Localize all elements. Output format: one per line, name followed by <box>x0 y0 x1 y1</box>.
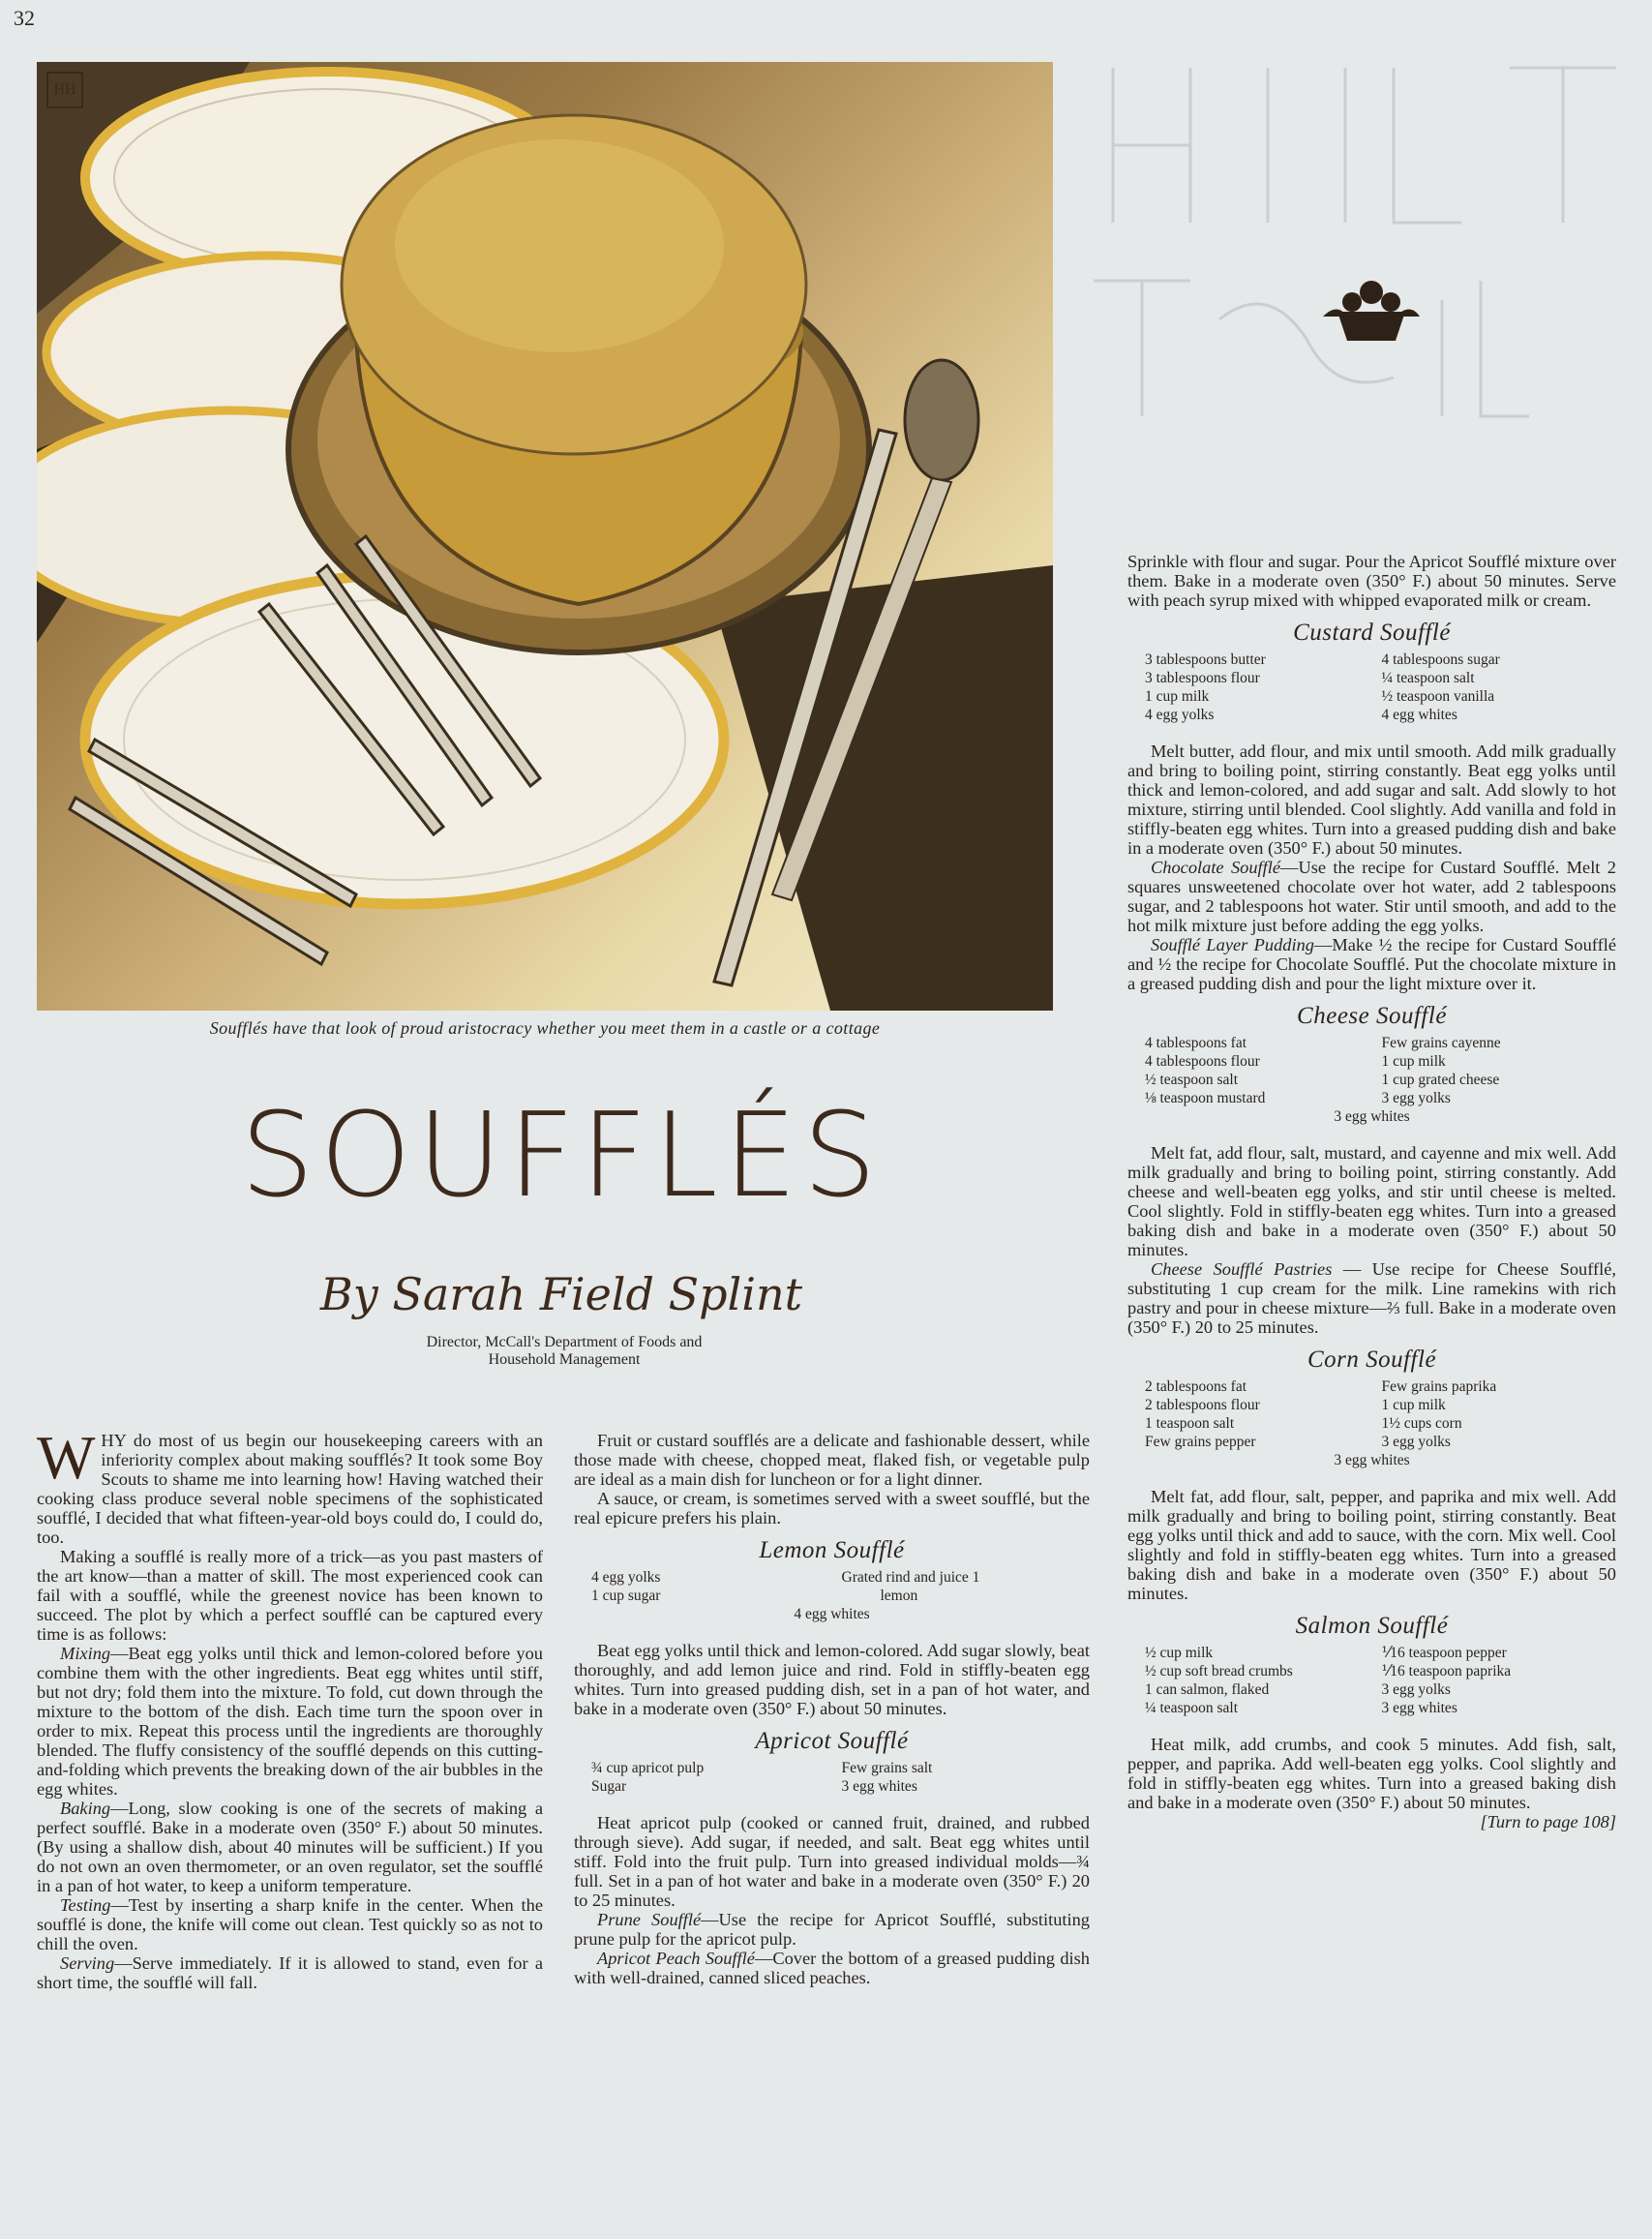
ingredient-list <box>591 1568 1072 1623</box>
ingredient-list <box>1145 1034 1599 1126</box>
method-paragraph: Heat apricot pulp (cooked or canned fruit, drained, and rubbed through sieve). Add sugar, if needed, and salt. Beat egg whites until stiff. Fold into the fruit pulp. Turn into greased individual molds—¾ full. Set in a pan of hot water and bake in a moderate oven (350° F.) 20 to 25 minutes. <box>574 1813 1090 1910</box>
chocolate-label: Chocolate Soufflé <box>1151 858 1281 877</box>
article-column-2 <box>574 1431 1090 1987</box>
ingredient: 3 egg whites <box>841 1778 917 1795</box>
souffle-drawing <box>37 62 1053 1011</box>
ingredient: ⅛ teaspoon mustard <box>1145 1090 1266 1106</box>
pastries-paragraph <box>1127 1259 1616 1337</box>
ingredient: Few grains pepper <box>1145 1434 1256 1450</box>
ingredient: 2 tablespoons fat <box>1145 1378 1247 1395</box>
continued-link[interactable]: [Turn to page 108] <box>1480 1812 1616 1831</box>
ingredient: 4 egg yolks <box>591 1569 661 1586</box>
baking-label: Baking <box>60 1799 111 1818</box>
method-paragraph <box>1127 1735 1616 1831</box>
ingredient: 3 egg yolks <box>1381 1434 1451 1450</box>
baking-text: —Long, slow cooking is one of the secrets of making a perfect soufflé. Bake in a moderate oven (350° F.) about 50 minutes. (By using a shallow dish, about 40 minutes will be sufficient.) If you do not own an oven thermometer, or an oven regulator, set the soufflé in a pan of hot water, to keep a uniform temperature. <box>37 1799 543 1895</box>
recipe-title: Custard Soufflé <box>1293 620 1451 646</box>
serving-paragraph <box>37 1953 543 1992</box>
ingredient-list <box>591 1759 1072 1796</box>
ingredient: ⅟16 teaspoon paprika <box>1381 1663 1512 1679</box>
ingredient: 3 tablespoons flour <box>1145 670 1260 686</box>
page-title: SOUFFLÉS <box>240 1089 883 1224</box>
prune-paragraph <box>574 1910 1090 1949</box>
illustration-caption: Soufflés have that look of proud aristocracy whether you meet them in a castle or a cottage <box>209 1018 881 1038</box>
ingredient: 1 can salmon, flaked <box>1145 1681 1270 1698</box>
intro-text: HY do most of us begin our housekeeping careers with an inferiority complex about making soufflés? It took some Boy Scouts to shame me into learning how! Having watched their cooking class produce several noble specimens of the sophisticated soufflé, I decided that what fifteen-year-old boys could do, I could do, too. <box>37 1431 543 1547</box>
layer-paragraph <box>1127 935 1616 993</box>
peach-text: —Cover the bottom of a greased pudding dish with well-drained, canned sliced peaches. <box>574 1949 1090 1987</box>
recipe-title: Salmon Soufflé <box>1295 1613 1449 1639</box>
method-paragraph: Melt fat, add flour, salt, mustard, and cayenne and mix well. Add milk gradually and bring to boiling point, stirring constantly. Add cheese and well-beaten egg yolks, and stir until cheese is melted. Cool slightly. Fold in stiffly-beaten egg whites. Turn into a greased baking dish and bake in a moderate oven (350° F.) about 50 minutes. <box>1127 1143 1616 1259</box>
intro-paragraph <box>37 1423 543 1547</box>
ingredient: lemon <box>880 1588 918 1604</box>
paragraph: Fruit or custard soufflés are a delicate and fashionable dessert, while those made with cheese, chopped meat, flaked fish, or vegetable pulp are ideal as a main dish for luncheon or for a light dinner. <box>574 1431 1090 1489</box>
ingredient: 1 cup sugar <box>591 1588 661 1604</box>
ingredient: ¼ teaspoon salt <box>1145 1700 1238 1716</box>
pastries-text: — Use recipe for Cheese Soufflé, substituting 1 cup cream for the milk. Line ramekins with rich pastry and pour in cheese mixture—⅔ full. Bake in a moderate oven (350° F.) 20 to 25 minutes. <box>1127 1259 1616 1337</box>
ingredient: 4 tablespoons fat <box>1145 1035 1247 1051</box>
ingredient: 4 egg yolks <box>1145 707 1215 723</box>
ingredient: 3 egg yolks <box>1381 1681 1451 1698</box>
ingredient: ½ cup soft bread crumbs <box>1145 1663 1293 1679</box>
method-paragraph: Melt butter, add flour, and mix until smooth. Add milk gradually and bring to boiling point, stirring constantly. Beat egg yolks until thick and lemon-colored, and add sugar and salt. Add slowly to hot mixture, stirring until blended. Cool slightly. Add vanilla and fold in stiffly-beaten egg whites. Turn into a greased pudding dish and bake in a moderate oven (350° F.) about 50 minutes. <box>1127 741 1616 858</box>
ingredient: 4 egg whites <box>794 1606 870 1622</box>
ghost-headline-decoration <box>1074 29 1645 436</box>
ghost-lettering <box>1074 29 1645 436</box>
souffle-illustration <box>37 62 1053 1011</box>
recipe-title: Lemon Soufflé <box>759 1537 905 1563</box>
peach-label: Apricot Peach Soufflé <box>597 1949 755 1968</box>
recipe-title: Corn Soufflé <box>1307 1346 1437 1373</box>
basket-ornament-icon <box>1318 273 1425 348</box>
ingredient: 3 egg whites <box>1381 1700 1457 1716</box>
ingredient: 2 tablespoons flour <box>1145 1397 1260 1413</box>
chocolate-text: —Use the recipe for Custard Soufflé. Melt 2 squares unsweetened chocolate over hot water, add 2 tablespoons sugar, and 2 tablespoons hot water. Stir until smooth, and add to the hot milk mixture just before adding the egg yolks. <box>1127 858 1616 935</box>
ingredient: 1 cup milk <box>1381 1397 1446 1413</box>
ingredient: ½ cup milk <box>1145 1645 1214 1661</box>
drop-cap: W <box>37 1423 96 1492</box>
mixing-label: Mixing <box>60 1644 111 1663</box>
ingredient: 3 egg whites <box>1334 1108 1410 1125</box>
continued-paragraph: Sprinkle with flour and sugar. Pour the Apricot Soufflé mixture over them. Bake in a moderate oven (350° F.) about 50 minutes. Serve with peach syrup mixed with whipped evaporated milk or cream. <box>1127 552 1616 610</box>
method-paragraph: Melt fat, add flour, salt, pepper, and paprika and mix well. Add milk gradually and bring to boiling point, stirring constantly. Beat egg yolks until thick and add to sauce, with the corn. Mix well. Cool slightly and fold in stiffly-beaten egg whites. Turn into a greased baking dish and bake in a moderate oven (350° F.) about 50 minutes. <box>1127 1487 1616 1603</box>
serving-text: —Serve immediately. If it is allowed to stand, even for a short time, the soufflé will fall. <box>37 1953 543 1992</box>
author-role: Director, McCall's Department of Foods and Household Management <box>426 1334 703 1368</box>
serving-label: Serving <box>60 1953 115 1973</box>
paragraph: Making a soufflé is really more of a trick—as you past masters of the art know—than a matter of skill. The most experienced cook can fail with a soufflé, while the greenest novice has been known to succeed. The plot by which a perfect soufflé can be captured every time is as follows: <box>37 1547 543 1644</box>
method-paragraph: Beat egg yolks until thick and lemon-colored. Add sugar slowly, beat thoroughly, and add lemon juice and rind. Fold in stiffly-beaten egg whites. Turn into greased pudding dish, set in a pan of hot water, and bake in a moderate oven (350° F.) about 50 minutes. <box>574 1641 1090 1718</box>
ingredient: 1 cup grated cheese <box>1381 1072 1500 1088</box>
method-text: Heat milk, add crumbs, and cook 5 minutes. Add fish, salt, pepper, and paprika. Add well-beaten egg yolks. Cool slightly and fold in stiffly-beaten egg whites. Turn into a greased baking dish and bake in a moderate oven (350° F.) about 50 minutes. <box>1127 1735 1616 1812</box>
testing-label: Testing <box>60 1895 111 1915</box>
article-column-1 <box>37 1423 543 1992</box>
ingredient: 3 tablespoons butter <box>1145 651 1266 668</box>
testing-text: —Test by inserting a sharp knife in the center. When the soufflé is done, the knife will come out clean. Test quickly so as not to chill the oven. <box>37 1895 543 1953</box>
ingredient: 4 egg whites <box>1381 707 1457 723</box>
ingredient-list <box>1145 1377 1599 1469</box>
pastries-label: Cheese Soufflé Pastries <box>1151 1259 1333 1279</box>
ingredient: ¾ cup apricot pulp <box>591 1760 705 1776</box>
page-number: 32 <box>14 6 35 30</box>
chocolate-paragraph <box>1127 858 1616 935</box>
recipe-title: Apricot Soufflé <box>755 1728 909 1754</box>
layer-label: Soufflé Layer Pudding <box>1151 935 1314 954</box>
byline: By Sarah Field Splint <box>319 1268 803 1320</box>
ingredient: 1½ cups corn <box>1381 1415 1462 1432</box>
mixing-text: —Beat egg yolks until thick and lemon-colored before you combine them with the other ingredients. Beat egg whites until stiff, but not dry; fold them into the mixture. To fold, cut down through the mixture to the bottom of the dish. Each time turn the spoon over in order to mix. Repeat this process until the ingredients are thoroughly blended. The fluffy consistency of the soufflé depends on this cutting-and-folding which prevents the breaking down of the air bubbles in the egg whites. <box>37 1644 543 1799</box>
ingredient: ¼ teaspoon salt <box>1381 670 1475 686</box>
mixing-paragraph <box>37 1644 543 1799</box>
testing-paragraph <box>37 1895 543 1953</box>
paragraph: A sauce, or cream, is sometimes served with a sweet soufflé, but the real epicure prefers his plain. <box>574 1489 1090 1528</box>
ingredient: 4 tablespoons flour <box>1145 1053 1260 1070</box>
prune-text: —Use the recipe for Apricot Soufflé, substituting prune pulp for the apricot pulp. <box>574 1910 1091 1949</box>
ingredient: ½ teaspoon vanilla <box>1381 688 1495 705</box>
layer-text: —Make ½ the recipe for Custard Soufflé and ½ the recipe for Chocolate Soufflé. Put the chocolate mixture in a greased pudding dish and pour the light mixture over it. <box>1127 935 1616 993</box>
ingredient: Grated rind and juice 1 <box>841 1569 980 1586</box>
prune-label: Prune Soufflé <box>597 1910 702 1929</box>
artist-monogram: HH <box>46 72 83 108</box>
ingredient: Few grains cayenne <box>1381 1035 1501 1051</box>
ingredient-list <box>1145 1644 1599 1717</box>
ingredient: Sugar <box>591 1778 627 1795</box>
ingredient: Few grains paprika <box>1381 1378 1497 1395</box>
peach-paragraph <box>574 1949 1090 1987</box>
article-column-3 <box>1127 552 1616 1831</box>
ingredient: 3 egg yolks <box>1381 1090 1451 1106</box>
ingredient: Few grains salt <box>841 1760 933 1776</box>
ingredient: 3 egg whites <box>1334 1452 1410 1468</box>
ingredient-list <box>1145 651 1599 724</box>
ingredient: 1 cup milk <box>1381 1053 1446 1070</box>
ingredient: 1 cup milk <box>1145 688 1210 705</box>
recipe-title: Cheese Soufflé <box>1297 1003 1447 1029</box>
ingredient: 1 teaspoon salt <box>1145 1415 1235 1432</box>
ingredient: 4 tablespoons sugar <box>1381 651 1500 668</box>
ingredient: ½ teaspoon salt <box>1145 1072 1238 1088</box>
ingredient: ⅟16 teaspoon pepper <box>1381 1645 1507 1661</box>
baking-paragraph <box>37 1799 543 1895</box>
